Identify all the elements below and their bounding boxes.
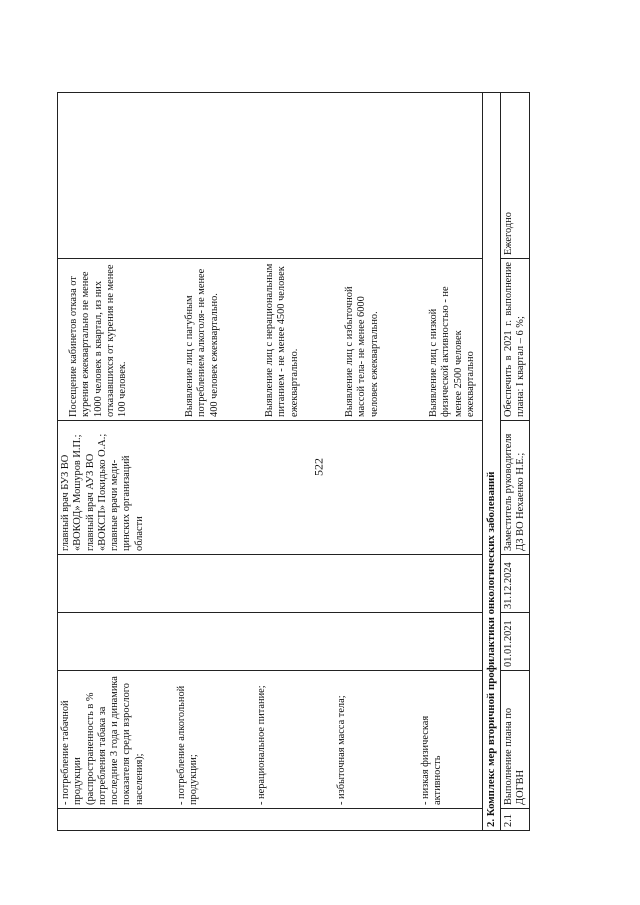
measures-table [57,92,530,831]
cell-2-1-start: 01.01.2021 [500,613,530,671]
indicator-activity: Выявление лиц с низкой физической активностью - не менее 2500 человек ежеквартально [428,286,476,417]
risk-factor-tobacco: - потребление табачной продукции (распространенность в % потребления табака за последние 3 года и динамика показателя среди взрослого населения); [60,676,145,805]
table-row-risk-factors [58,93,483,831]
cell-responsible [58,421,483,555]
table-row-2-1 [500,93,530,831]
cell-2-1-event: Выполнение плана по ДОГВН [500,671,530,809]
risk-factor-overweight: - избыточная масса тела; [336,695,347,805]
cell-2-1-end: 31.12.2024 [500,555,530,613]
risk-factor-alcohol: - потребление алкогольной продукции; [176,685,200,805]
cell-indicators [58,259,483,421]
indicator-tobacco: Посещение кабинетов отказа от курения ежеквартально не менее 1000 человек в квартал, из них отказавшихся от курения не менее 100 человек. [68,264,129,417]
document-sheet [57,93,577,831]
indicator-nutrition: Выявление лиц с нерациональным питанием - не менее 4500 человек ежеквартально. [264,263,300,417]
cell-start-empty [58,613,483,671]
cell-end-empty [58,555,483,613]
cell-2-1-num: 2.1 [500,809,530,831]
indicator-alcohol: Выявление лиц с пагубным потреблением алкоголя- не менее 400 человек ежеквартально. [184,268,220,417]
responsible-text: главный врач БУЗ ВО «ВОКОД» Мошуров И.П.; главный врач АУЗ ВО «ВОКСП» Покидько О.А.; главные врачи меди-цинских организаций области [60,433,145,551]
cell-2-1-periodicity: Ежегодно [500,93,530,259]
risk-factor-activity: - низкая физическая активность [420,715,444,805]
cell-num-empty [58,809,483,831]
risk-factor-nutrition: - нерациональное питание; [256,685,267,805]
cell-2-1-responsible: Заместитель руководителя ДЗ ВО Нехаенко Н.Е.; [500,421,530,555]
section-2-title: 2. Комплекс мер вторичной профилактики онкологических заболеваний [483,93,501,831]
indicator-overweight: Выявление лиц с избыточной массой тела- не менее 6000 человек ежеквартально. [344,286,380,417]
table-row-section-2 [483,93,501,831]
cell-risk-factors [58,671,483,809]
page-number-text: 522 [311,458,326,476]
cell-periodicity-empty [58,93,483,259]
cell-2-1-indicator: Обеспечить в 2021 г. выполнение плана: I квартал – 6 %; [500,259,530,421]
